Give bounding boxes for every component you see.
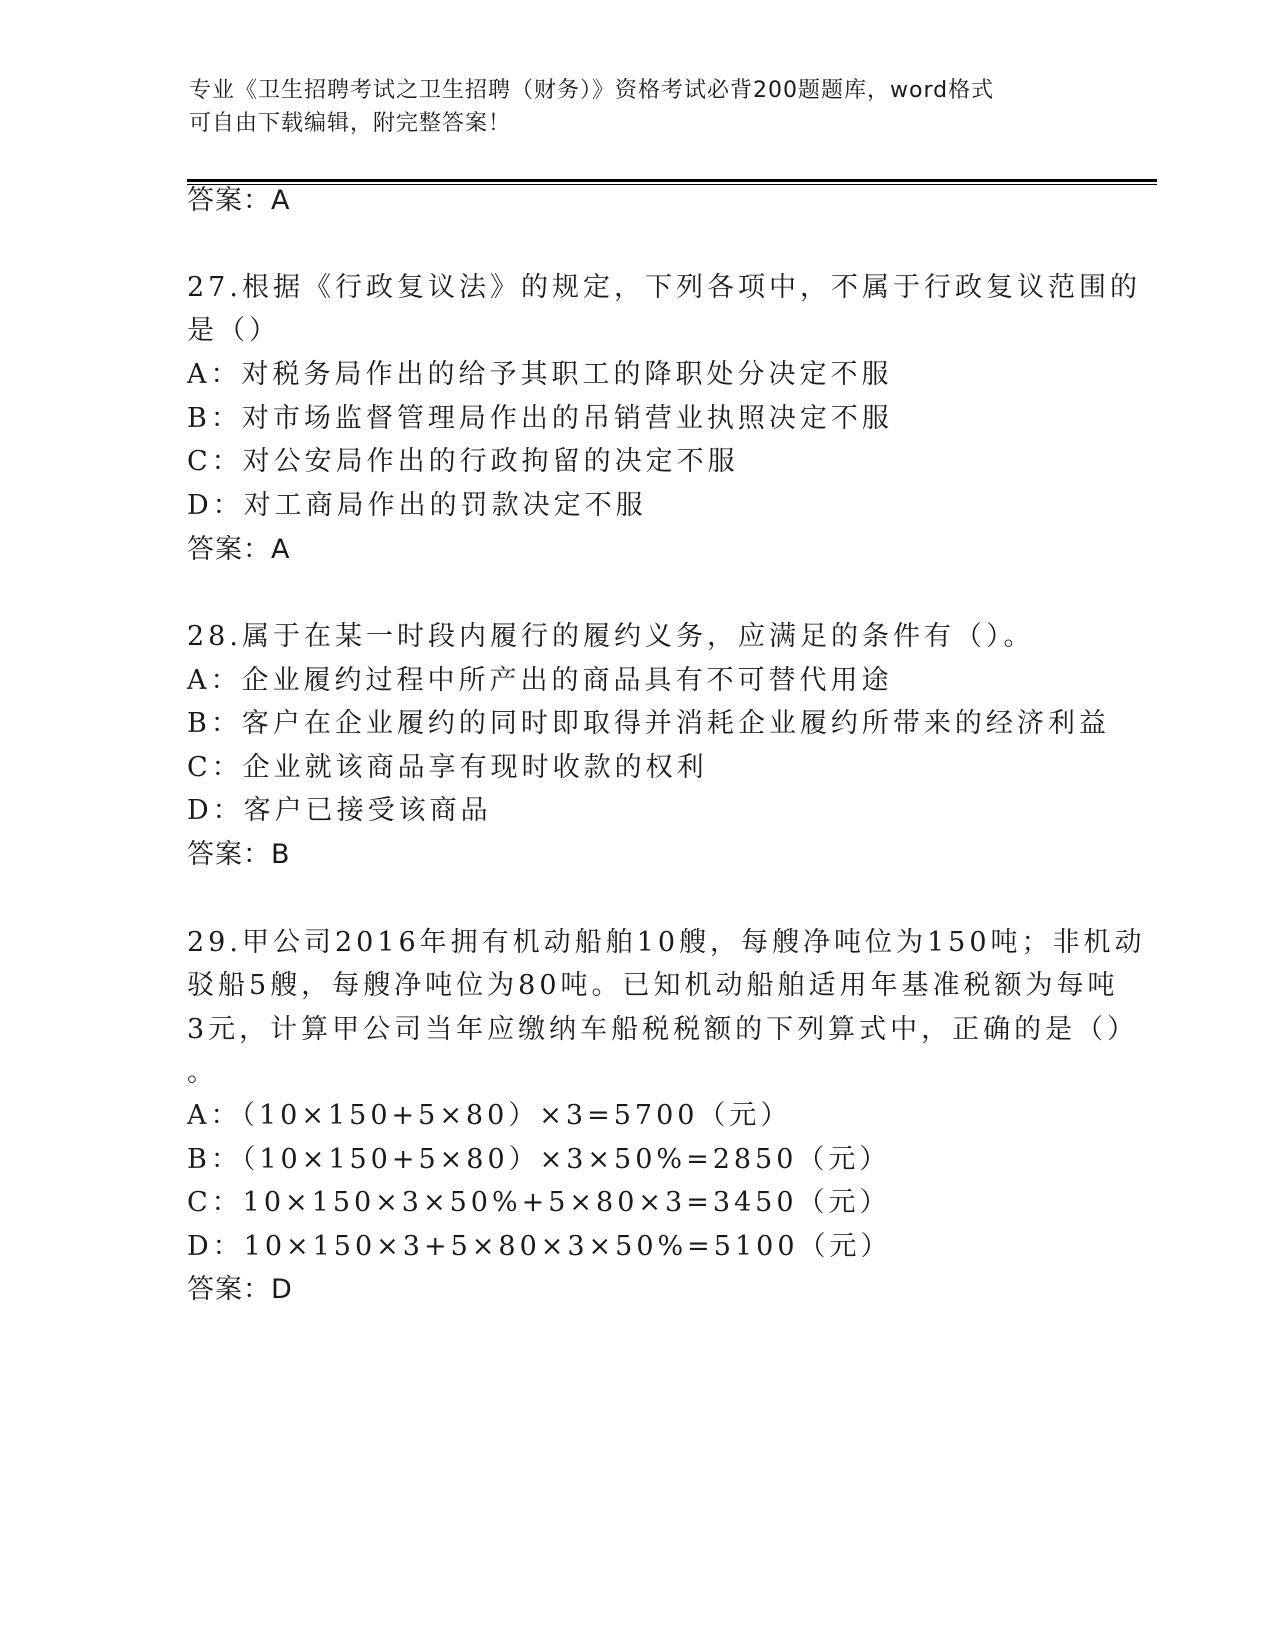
question-27-stem-line-1: 27.根据《行政复议法》的规定，下列各项中，不属于行政复议范围的 [187,272,1141,303]
question-28-option-c: C：企业就该商品享有现时收款的权利 [187,752,708,783]
question-27-option-a: A：对税务局作出的给予其职工的降职处分决定不服 [187,359,893,390]
question-28-answer: 答案：B [187,839,291,870]
question-29-option-c: C：10×150×3×50%+5×80×3=3450（元） [187,1187,891,1218]
question-27-option-c: C：对公安局作出的行政拘留的决定不服 [187,446,739,477]
document-header [189,74,1089,140]
question-28-option-b: B：客户在企业履约的同时即取得并消耗企业履约所带来的经济利益 [187,708,1110,739]
question-29-option-b: B：（10×150+5×80）×3×50%=2850（元） [187,1144,891,1175]
header-line-1: 专业《卫生招聘考试之卫生招聘（财务）》资格考试必背200题题库，word格式 [189,78,995,103]
question-29-answer: 答案：D [187,1274,293,1305]
header-divider-thin [187,184,1157,185]
header-line-2: 可自由下载编辑，附完整答案！ [189,111,512,136]
question-28-option-d: D：客户已接受该商品 [187,795,492,826]
question-27-option-d: D：对工商局作出的罚款决定不服 [187,490,647,521]
question-28-option-a: A：企业履约过程中所产出的商品具有不可替代用途 [187,665,893,696]
header-divider-thick [187,179,1157,182]
question-27-answer: 答案：A [187,534,291,565]
question-28-stem-line-1: 28.属于在某一时段内履行的履约义务，应满足的条件有（）。 [187,621,1035,652]
question-27-stem-line-2: 是（） [187,315,280,346]
question-29-option-d: D：10×150×3+5×80×3×50%=5100（元） [187,1231,892,1262]
question-27-option-b: B：对市场监督管理局作出的吊销营业执照决定不服 [187,403,893,434]
question-29-option-a: A：（10×150+5×80）×3=5700（元） [187,1100,792,1131]
question-29-stem-line-1: 29.甲公司2016年拥有机动船舶10艘，每艘净吨位为150吨；非机动 [187,927,1146,958]
question-29-stem-line-2: 驳船5艘，每艘净吨位为80吨。已知机动船舶适用年基准税额为每吨 [187,970,1119,1001]
previous-answer: 答案：A [187,185,291,216]
question-29-stem-line-4: 。 [187,1057,218,1088]
question-29-stem-line-3: 3元，计算甲公司当年应缴纳车船税税额的下列算式中，正确的是（） [187,1014,1139,1045]
